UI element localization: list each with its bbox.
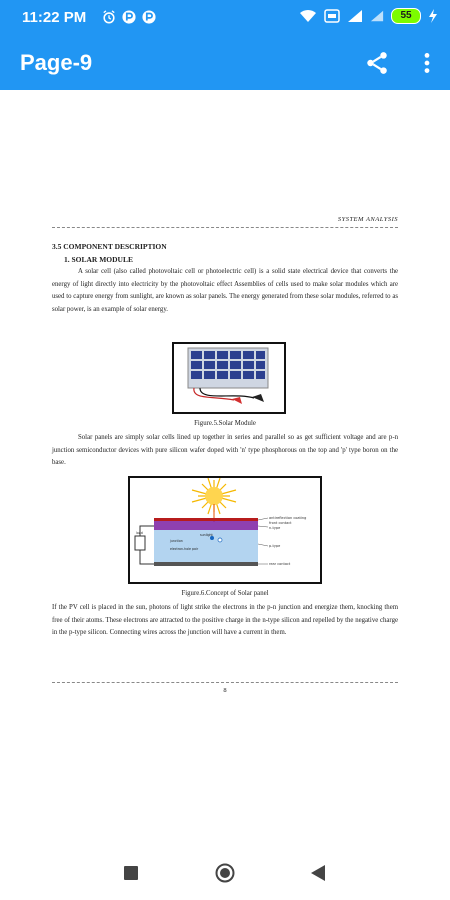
charging-icon: [428, 9, 438, 23]
status-time: 11:22 PM: [22, 9, 87, 26]
status-icons: [299, 8, 438, 24]
header-rule: [52, 227, 398, 228]
label-rear-contact: rear contact: [269, 562, 291, 566]
alarm-clock-icon: [102, 10, 116, 24]
back-triangle-icon[interactable]: [311, 865, 325, 881]
share-icon[interactable]: [364, 50, 390, 76]
paragraph-2: Solar panels are simply solar cells lined up together in series and parallel so as get sufficient voltage and are p-n junction semiconductor devices with pure silicon wafer doped with 'n' type phosphorous on the top and 'p' type boron on the base.: [52, 434, 398, 467]
label-load: load: [136, 531, 143, 535]
app-bar: [0, 36, 450, 90]
section-title: 3.5 COMPONENT DESCRIPTION: [52, 242, 167, 251]
label-n-type: n-type: [269, 526, 281, 530]
pn-junction-diagram: [130, 478, 316, 578]
label-sunlight: sunlight: [200, 533, 213, 537]
more-vert-icon[interactable]: [414, 50, 440, 76]
solar-panel-image: [174, 344, 280, 408]
battery-icon: [391, 8, 421, 24]
paragraph-3: If the PV cell is placed in the sun, photons of light strike the electrons in the p-n junction and energize them, knocking them free of their atoms. These electrons are attracted to the positive charge in the n-type silicon and repelled by the negative charge in the p-type silicon. Connecting wires across the junction will have a current in them.: [52, 604, 398, 637]
paragraph-1: A solar cell (also called photovoltaic cell or photoelectric cell) is a solid state electrical device that converts the energy of light directly into electricity by the photovoltaic effect Assemblies of cells used to make solar modules which are used to capture energy from sunlight, are known as solar panels. The energy generated from these solar modules, referred to as solar power, is an example of solar energy.: [52, 268, 398, 313]
figure-6-caption: Figure.6.Concept of Solar panel: [181, 590, 269, 597]
status-bar: [0, 0, 450, 36]
label-junction: junction: [170, 539, 183, 543]
label-p-type: p-type: [269, 544, 281, 548]
battery-level: 55: [391, 8, 421, 24]
p-app-notification-icon: [122, 10, 136, 24]
p-app-notification-icon: [142, 10, 156, 24]
label-electron-hole: electron-hole pair: [170, 547, 199, 551]
label-antireflection: antireflection coating: [269, 516, 307, 520]
figure-solar-module: [172, 342, 286, 414]
figure-5-caption: Figure.5.Solar Module: [194, 420, 256, 427]
subsection-title: 1. SOLAR MODULE: [64, 255, 133, 264]
page-number: 8: [223, 687, 227, 694]
signal-icon: [347, 9, 363, 23]
vowifi-icon: [324, 9, 340, 23]
signal-icon: [370, 9, 384, 23]
page-header: SYSTEM ANALYSIS: [337, 216, 398, 223]
wifi-icon: [299, 9, 317, 23]
pdf-page[interactable]: [52, 214, 398, 694]
home-circle-icon[interactable]: [215, 863, 235, 883]
label-front-contact: front contact: [269, 521, 292, 525]
page-title: Page-9: [20, 50, 93, 75]
system-nav-bar: [0, 846, 450, 900]
recents-square-icon[interactable]: [124, 866, 138, 880]
footer-rule: [52, 682, 398, 683]
figure-solar-panel-concept: [128, 476, 322, 584]
